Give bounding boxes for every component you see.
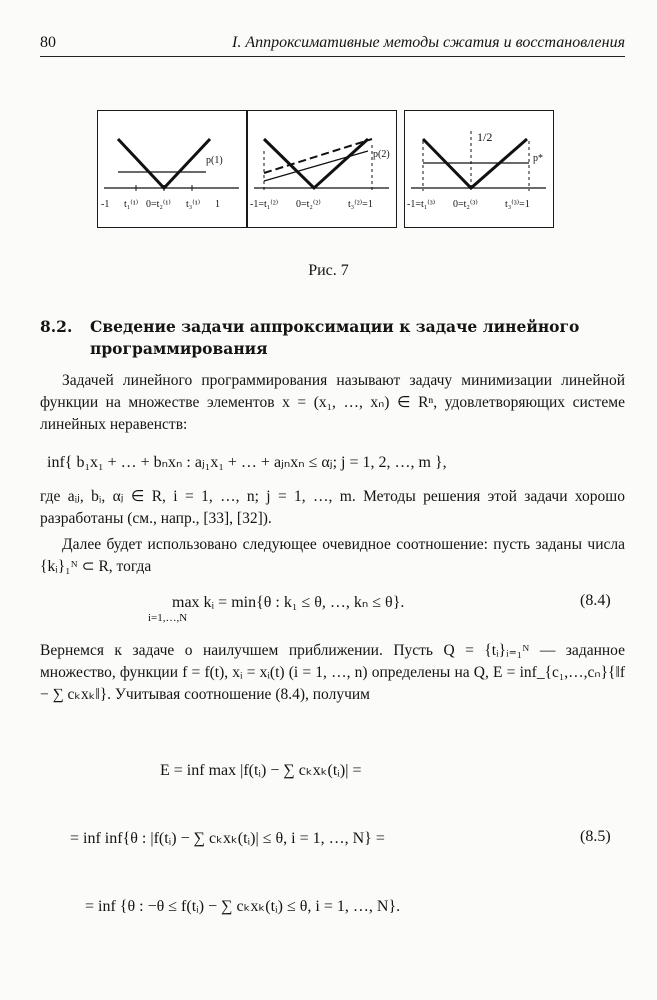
tick-label: 0=t₂⁽³⁾: [453, 199, 478, 210]
figure-7: [0, 110, 657, 230]
figure-caption: Рис. 7: [308, 262, 349, 279]
abs-curve: [264, 139, 368, 188]
curve-label: p(2): [373, 149, 390, 160]
equation-8-4: max kᵢ = min{θ : k₁ ≤ θ, …, kₙ ≤ θ}.: [172, 594, 405, 611]
equation-8-5-line-3: = inf {θ : −θ ≤ f(tᵢ) − ∑ cₖxₖ(tᵢ) ≤ θ, i = 1, …, N}.: [85, 898, 401, 915]
tick-label: 0=t₂⁽¹⁾: [146, 199, 171, 210]
paragraph-lp-definition: Задачей линейного программирования называют задачу минимизации линейной функции на множестве элементов x = (x₁, …, xₙ) ∈ Rⁿ, удовлетворяющих системе линейных неравенств:: [40, 372, 625, 433]
paragraph-lp-notes: где aᵢⱼ, bᵢ, αⱼ ∈ R, i = 1, …, n; j = 1, …, m. Методы решения этой задачи хорошо разработаны (см., напр., [33], [32]).: [40, 488, 625, 527]
tick-label: t₁⁽¹⁾: [124, 199, 139, 210]
tick-label: -1=t₁⁽³⁾: [407, 199, 436, 210]
equation-number-8-5: (8.5): [580, 828, 611, 845]
tick-label: -1=t₁⁽²⁾: [250, 199, 279, 210]
abs-curve: [118, 139, 210, 188]
tick-label: -1: [101, 199, 110, 210]
figure-panel-1: [97, 110, 247, 228]
equation-8-5-line-2: = inf inf{θ : |f(tᵢ) − ∑ cₖxₖ(tᵢ)| ≤ θ, i = 1, …, N} =: [70, 830, 385, 847]
tick-label: t₃⁽³⁾=1: [505, 199, 530, 210]
section-title: Сведение задачи аппроксимации к задаче линейного программирования: [90, 317, 580, 358]
equation-8-5-line-1: E = inf max |f(tᵢ) − ∑ cₖxₖ(tᵢ)| =: [160, 762, 362, 779]
equation-number-8-4: (8.4): [580, 592, 611, 609]
figure-panel-3: [404, 110, 554, 228]
running-header: [40, 34, 625, 57]
equation-8-4-subscript: i=1,…,N: [148, 612, 188, 624]
figure-panel-2: [247, 110, 397, 228]
tick-label: 0=t₂⁽²⁾: [296, 199, 321, 210]
tick-label: t₃⁽²⁾=1: [348, 199, 373, 210]
page-number: 80: [40, 34, 56, 51]
tick-label: 1: [215, 199, 220, 210]
equation-lp: inf{ b₁x₁ + … + bₙxₙ : aⱼ₁x₁ + … + aⱼₙxₙ ≤ αⱼ; j = 1, 2, …, m },: [47, 454, 447, 471]
curve-label: p(1): [206, 155, 223, 166]
paragraph-relation-intro: Далее будет использовано следующее очевидное соотношение: пусть заданы числа {kᵢ}₁ᴺ ⊂ R, тогда: [40, 536, 625, 575]
running-title: I. Аппроксимативные методы сжатия и восстановления: [231, 34, 625, 51]
tick-label: t₃⁽¹⁾: [186, 199, 201, 210]
paragraph-best-approx: Вернемся к задаче о наилучшем приближении. Пусть Q = {tᵢ}ᵢ₌₁ᴺ — заданное множество, функции f = f(t), xᵢ = xᵢ(t) (i = 1, …, n) определены на Q, E = inf_{c₁,…,cₙ}{‖f − ∑ cₖxₖ‖}. Учитывая соотношение (8.4), получим: [40, 642, 625, 703]
curve-label: p*: [533, 153, 543, 164]
level-label: 1/2: [477, 130, 493, 144]
section-number: 8.2.: [40, 317, 73, 336]
